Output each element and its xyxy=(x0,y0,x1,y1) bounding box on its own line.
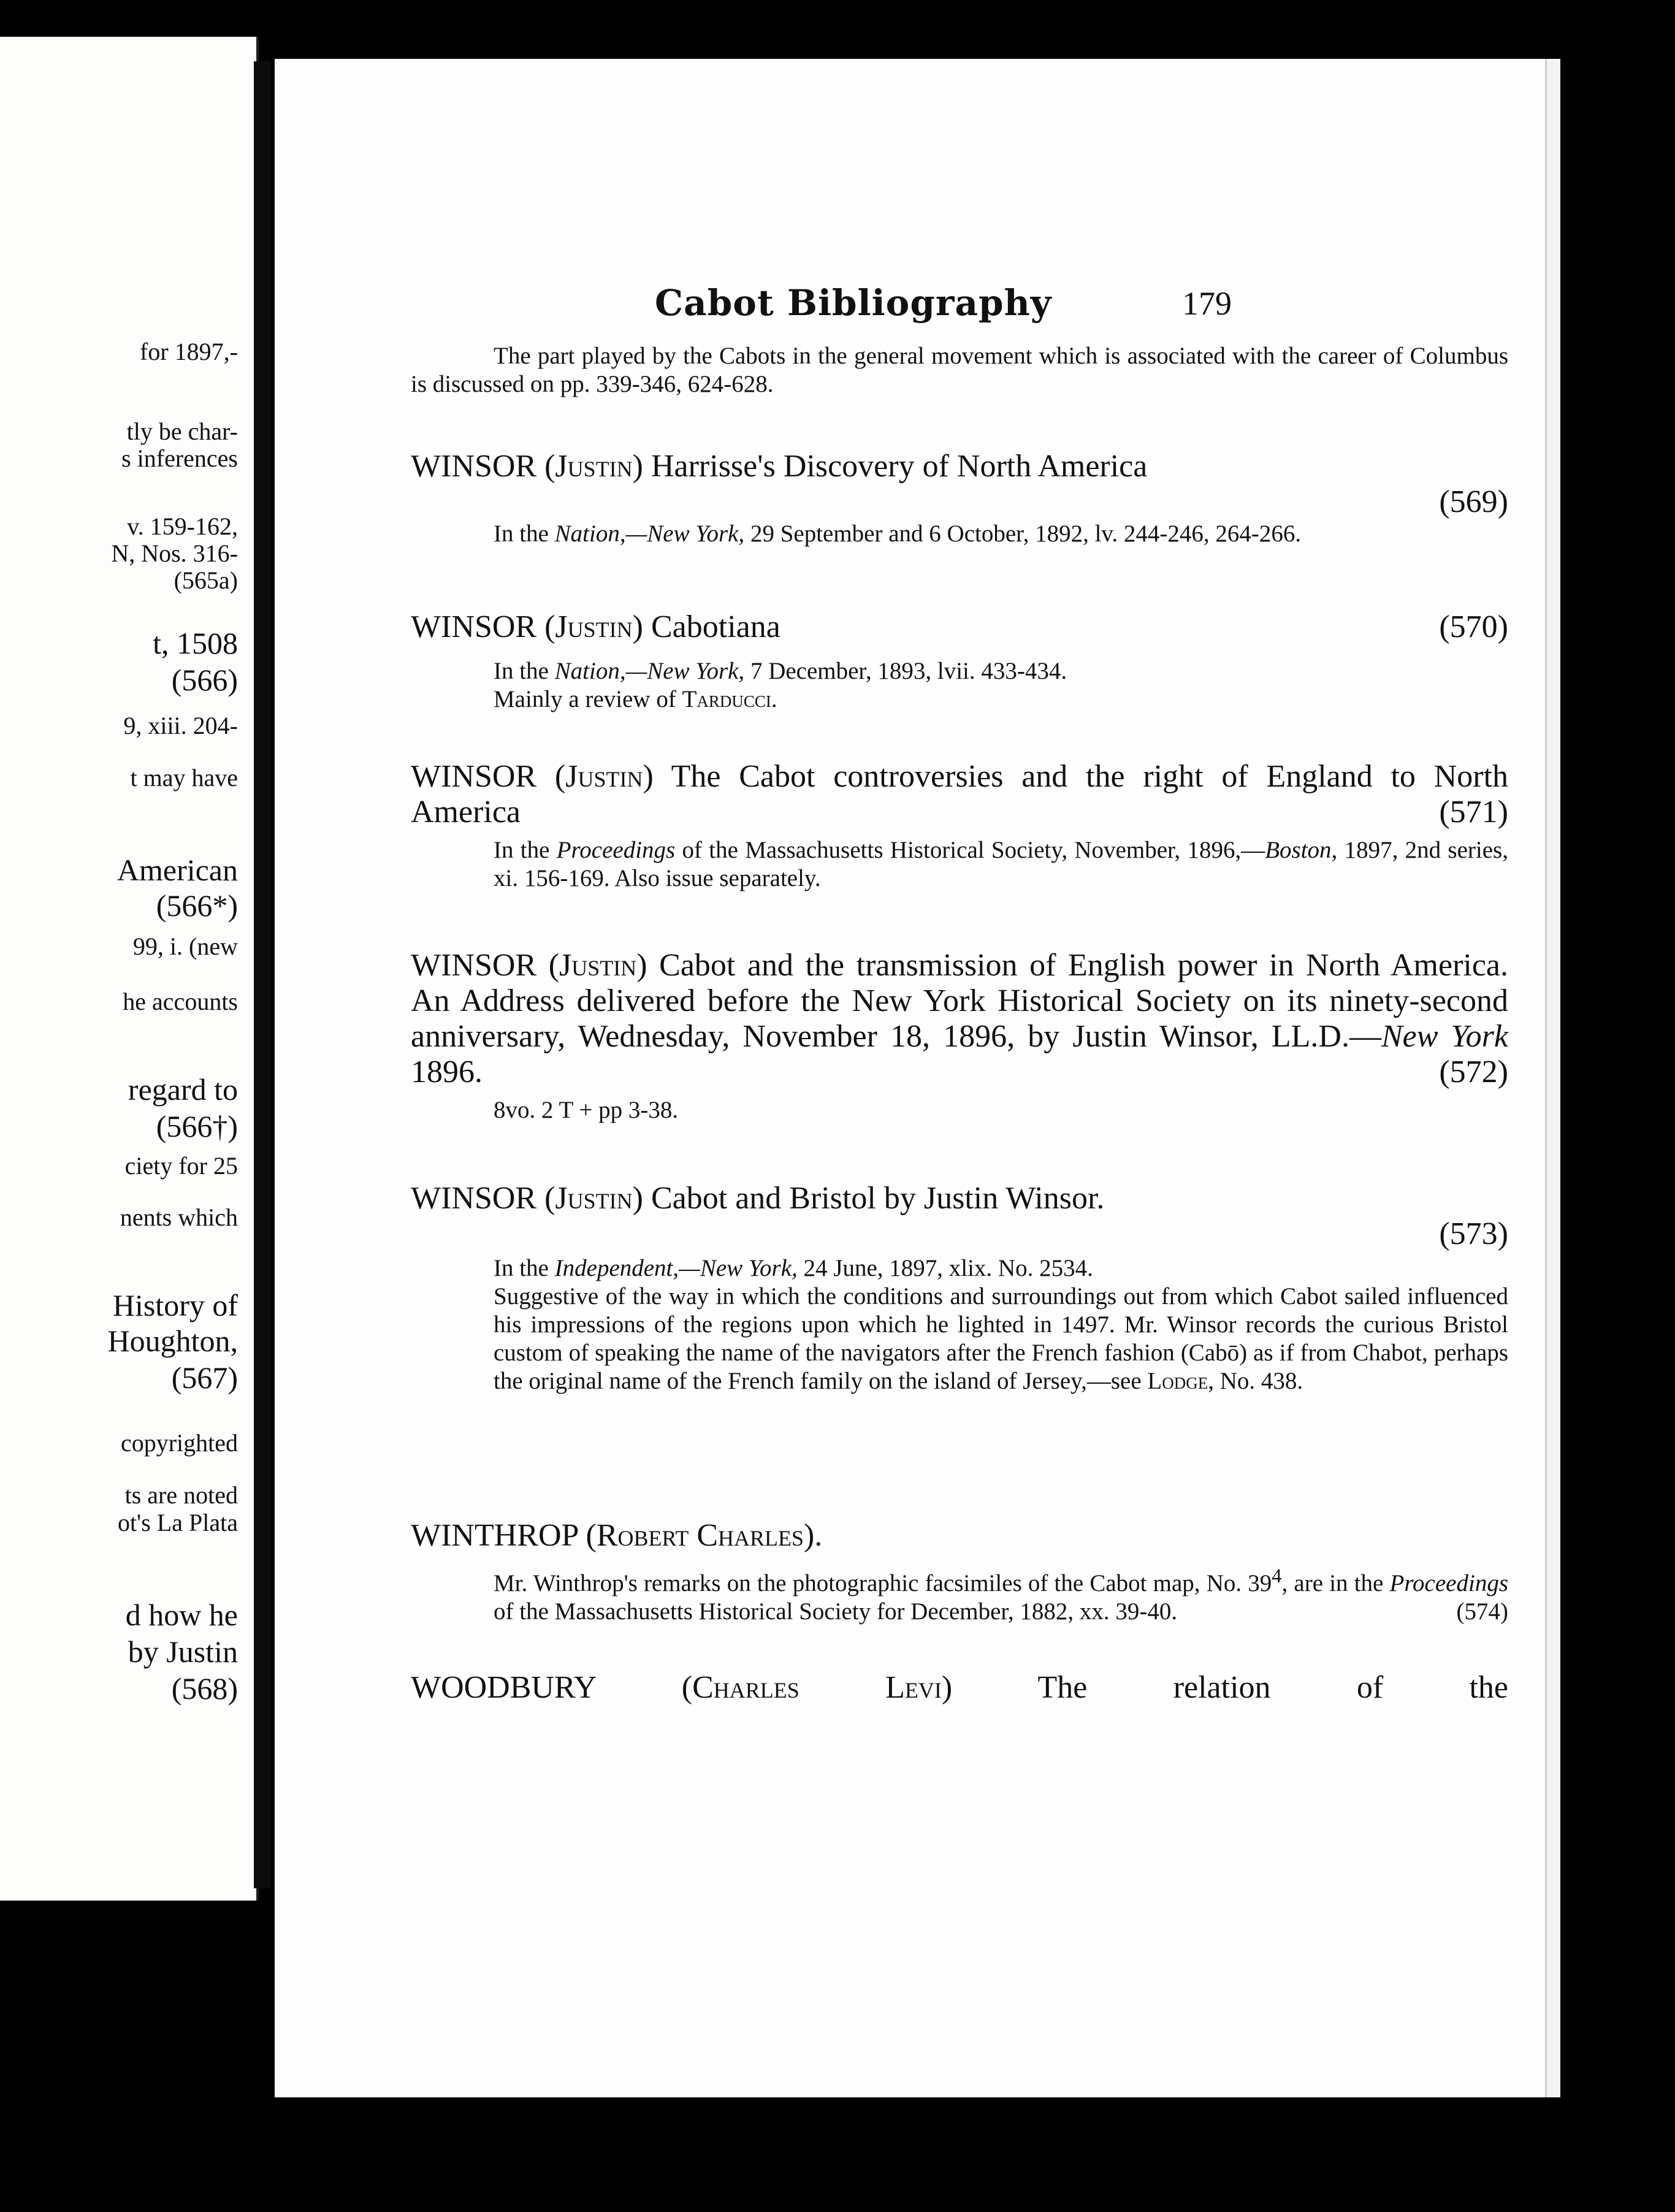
note-text: of the Massachusetts Historical Society for December, 1882, xx. 39-40. xyxy=(494,1598,1178,1625)
entry-title: The relation of the xyxy=(1037,1670,1508,1705)
entry-note xyxy=(494,1254,1508,1395)
entry-author-forename: (Justin) xyxy=(544,609,643,644)
entry-author: WINTHROP xyxy=(411,1518,578,1553)
left-text-fragment: (566*) xyxy=(156,888,238,923)
entry-heading xyxy=(411,1518,1508,1554)
note-text: 7 December, 1893, lvii. 433-434. xyxy=(744,658,1067,684)
entry-title: Cabot and the transmission of English power in North America. An Address delivered before the New York Historical Society on its ninety-second anniversary, Wednesday, November 18, 1896, by Justin Winsor, LL.D.— xyxy=(411,948,1509,1054)
entry-author-forename: (Justin) xyxy=(554,759,654,794)
entry-title-italic: New York xyxy=(1381,1019,1508,1054)
note-text: 24 June, 1897, xlix. No. 2534. xyxy=(797,1255,1093,1281)
entry-author-forename: (Charles Levi) xyxy=(681,1670,953,1705)
left-text-fragment: s inferences xyxy=(121,444,238,472)
entry-author: WINSOR xyxy=(411,609,537,644)
left-text-fragment: ts are noted xyxy=(124,1481,238,1509)
left-text-fragment: d how he xyxy=(125,1598,238,1632)
left-text-fragment: (566†) xyxy=(156,1109,238,1143)
left-page-fragment xyxy=(0,37,259,1901)
entry-title: Cabot and Bristol by Justin Winsor. xyxy=(651,1181,1105,1216)
note-text: , No. 438. xyxy=(1208,1368,1303,1394)
entry-note xyxy=(494,836,1508,893)
entry-note xyxy=(494,1562,1508,1626)
entry-woodbury xyxy=(411,1670,1508,1706)
entry-number: (574) xyxy=(1456,1598,1508,1625)
entry-569 xyxy=(411,449,1508,548)
running-head xyxy=(275,282,1556,337)
note-italic: Proceedings xyxy=(556,837,676,863)
entry-note xyxy=(494,657,1508,714)
entry-author-forename: (Justin) xyxy=(544,449,643,484)
entry-heading xyxy=(411,759,1508,830)
note-smallcaps: Tarducci. xyxy=(682,686,777,712)
entry-571 xyxy=(411,759,1508,893)
entry-572 xyxy=(411,948,1508,1124)
entry-author-forename: (Justin) xyxy=(548,948,647,983)
entry-number: (572) xyxy=(1439,1055,1508,1089)
left-text-fragment: American xyxy=(116,853,238,887)
page-edge xyxy=(1545,59,1560,2097)
entry-number: (573) xyxy=(1439,1216,1508,1251)
note-text: of the Massachusetts Historical Society, November, 1896,— xyxy=(675,837,1265,863)
entry-heading xyxy=(411,449,1508,520)
left-text-fragment: t may have xyxy=(130,764,238,791)
entry-heading xyxy=(411,948,1508,1090)
left-text-fragment: nents which xyxy=(120,1203,238,1231)
entry-author-forename: (Justin) xyxy=(544,1181,643,1216)
entry-author: WINSOR xyxy=(411,948,537,983)
left-text-fragment: Houghton, xyxy=(107,1324,238,1358)
entry-573 xyxy=(411,1181,1508,1395)
left-text-fragment: (566) xyxy=(171,663,238,697)
note-smallcaps: Lodge xyxy=(1147,1368,1208,1394)
note-text: In the xyxy=(494,521,555,547)
intro-paragraph: The part played by the Cabots in the general movement which is associated with the career of Columbus is discussed on pp. 339-346, 624-628. xyxy=(411,343,1508,397)
entry-title: Cabotiana xyxy=(651,609,780,644)
left-text-fragment: (567) xyxy=(171,1360,238,1395)
left-text-fragment: v. 159-162, xyxy=(127,513,238,540)
entry-heading xyxy=(411,609,1508,645)
left-text-fragment: ciety for 25 xyxy=(124,1152,238,1180)
entry-title: Harrisse's Discovery of North America xyxy=(651,449,1148,484)
page-number: 179 xyxy=(1182,285,1232,322)
entry-number: (571) xyxy=(1439,795,1508,830)
note-italic: Proceedings xyxy=(1389,1570,1508,1596)
note-italic: Independent,—New York, xyxy=(554,1255,798,1281)
note-text: Mr. Winthrop's remarks on the photographic facsimiles of the Cabot map, No. 39 xyxy=(494,1570,1272,1596)
note-italic: Boston, xyxy=(1265,837,1338,863)
left-text-fragment: tly be char- xyxy=(126,418,238,445)
entry-author: WINSOR xyxy=(411,759,537,794)
left-text-fragment: 9, xiii. 204- xyxy=(123,712,238,739)
left-text-fragment: ot's La Plata xyxy=(117,1509,238,1536)
note-text: In the xyxy=(494,837,557,863)
note-text: , are in the xyxy=(1281,1570,1390,1596)
note-text: 29 September and 6 October, 1892, lv. 244-246, 264-266. xyxy=(744,521,1302,547)
left-text-fragment: copyrighted xyxy=(120,1429,238,1457)
entry-title: 1896. xyxy=(411,1055,483,1089)
entry-number: (569) xyxy=(1439,484,1508,519)
note-italic: Nation,—New York, xyxy=(554,521,745,547)
left-text-fragment: for 1897,- xyxy=(140,338,238,365)
entry-heading xyxy=(411,1670,1508,1706)
entry-number: (570) xyxy=(1439,609,1508,644)
note-text: In the xyxy=(494,658,555,684)
note-text: In the xyxy=(494,1255,555,1281)
note-superscript: 4 xyxy=(1272,1565,1282,1587)
left-text-fragment: History of xyxy=(112,1288,238,1322)
entry-note xyxy=(494,520,1508,548)
note-text: Mainly a review of xyxy=(494,686,682,712)
entry-author: WINSOR xyxy=(411,1181,537,1216)
entry-author: WINSOR xyxy=(411,449,537,484)
left-text-fragment: N, Nos. 316- xyxy=(111,540,238,567)
note-text: Suggestive of the way in which the conditions and surroundings out from which Cabot sailed influenced his impressions of the regions upon which he lighted in 1497. Mr. Winsor records the curious Bristol custom of speaking the name of the navigators after the French fashion (Cabō) as if from Chabot, perhaps the original name of the French family on the island of Jersey,—see xyxy=(494,1283,1508,1394)
entry-note: 8vo. 2 T + pp 3-38. xyxy=(494,1097,679,1123)
left-text-fragment: he accounts xyxy=(123,988,238,1015)
entry-author: WOODBURY xyxy=(411,1670,596,1705)
left-text-fragment: 99, i. (new xyxy=(132,932,238,960)
left-text-fragment: (568) xyxy=(171,1671,238,1706)
entry-heading xyxy=(411,1181,1508,1252)
note-text: 1897, 2nd series, xi. 156-169. Also issue separately. xyxy=(494,837,1508,891)
entry-570 xyxy=(411,609,1508,714)
left-text-fragment: by Justin xyxy=(128,1634,238,1669)
entry-574 xyxy=(411,1518,1508,1626)
running-head-title: Cabot Bibliography xyxy=(655,282,1052,324)
book-spine xyxy=(254,61,271,1888)
entry-author-forename: (Robert Charles). xyxy=(586,1518,823,1553)
left-text-fragment: t, 1508 xyxy=(153,626,238,660)
left-text-fragment: regard to xyxy=(128,1072,238,1107)
entry-title: The Cabot controversies and the right of England to North America xyxy=(411,759,1509,830)
left-text-fragment: (565a) xyxy=(174,566,238,594)
right-page xyxy=(275,59,1556,2097)
note-italic: Nation,—New York, xyxy=(554,658,745,684)
